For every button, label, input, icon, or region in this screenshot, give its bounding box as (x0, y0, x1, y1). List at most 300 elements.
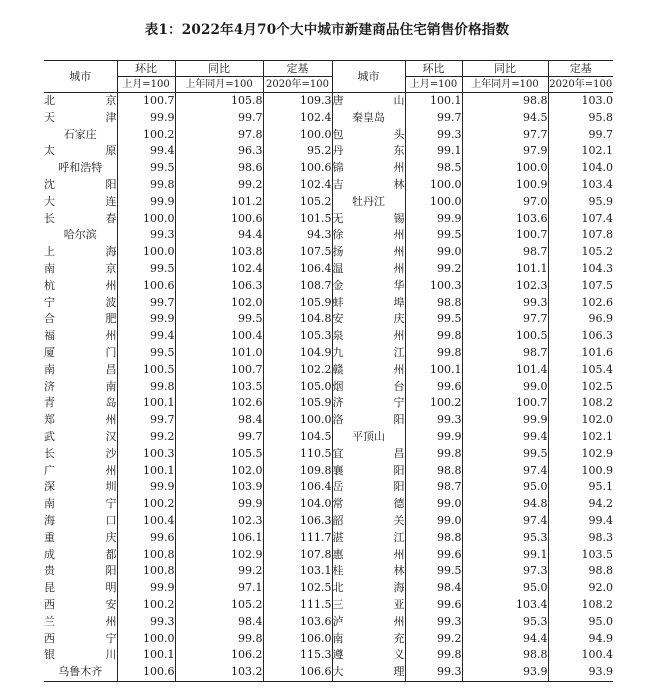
yoy-index-cell: 95.0 (462, 580, 548, 597)
city-name-cell: 锦州 (332, 160, 405, 177)
base-index-cell: 100.0 (263, 127, 332, 144)
mom-index-cell: 99.5 (117, 160, 175, 177)
mom-index-cell: 99.6 (405, 547, 462, 564)
table-row (44, 647, 613, 664)
base-index-cell: 107.8 (548, 227, 613, 244)
yoy-index-cell: 96.3 (175, 143, 263, 160)
mom-index-cell: 99.9 (117, 311, 175, 328)
base-index-cell: 93.9 (548, 664, 613, 681)
yoy-index-cell: 106.1 (175, 530, 263, 547)
city-name-cell: 银川 (44, 648, 117, 662)
yoy-index-cell: 95.3 (462, 530, 548, 547)
base-index-cell: 95.1 (548, 479, 613, 496)
mom-index-cell: 99.9 (117, 110, 175, 127)
city-name-cell: 丹东 (332, 143, 405, 160)
city-name-cell: 扬州 (332, 244, 405, 261)
base-index-cell: 102.4 (263, 177, 332, 194)
base-index-cell: 104.9 (263, 345, 332, 362)
mom-index-cell: 100.1 (117, 647, 175, 664)
mom-index-cell: 100.1 (117, 463, 175, 480)
yoy-index-cell: 100.7 (462, 227, 548, 244)
city-name-cell: 合肥 (44, 312, 117, 326)
yoy-index-cell: 105.5 (175, 446, 263, 463)
mom-index-cell: 99.3 (405, 664, 462, 681)
base-index-cell: 107.5 (548, 278, 613, 295)
city-name-cell: 唐山 (332, 93, 405, 110)
table-row (44, 311, 613, 328)
mom-index-cell: 100.6 (117, 664, 175, 681)
city-name-cell: 沈阳 (44, 177, 117, 191)
base-index-cell: 100.0 (263, 412, 332, 429)
base-index-cell: 110.5 (263, 446, 332, 463)
city-name-cell: 牡丹江 (332, 194, 405, 211)
table-row (44, 614, 613, 631)
mom-index-cell: 99.5 (117, 261, 175, 278)
base-index-cell: 102.1 (548, 429, 613, 446)
yoy-index-cell: 100.9 (462, 177, 548, 194)
base-index-cell: 104.8 (263, 311, 332, 328)
yoy-index-cell: 98.7 (462, 345, 548, 362)
city-name-cell: 包头 (332, 127, 405, 144)
yoy-index-cell: 97.9 (462, 143, 548, 160)
city-name-cell: 重庆 (44, 530, 117, 544)
mom-index-cell: 99.8 (117, 177, 175, 194)
yoy-header-right: 同比 (462, 61, 548, 77)
city-name-cell: 安庆 (332, 311, 405, 328)
mom-index-cell: 100.1 (117, 395, 175, 412)
city-name-cell: 青岛 (44, 396, 117, 410)
base-index-cell: 105.9 (263, 295, 332, 312)
table-title: 表1：2022年4月70个大中城市新建商品住宅销售价格指数 (144, 22, 510, 38)
mom-index-cell: 99.5 (405, 311, 462, 328)
city-name-cell: 西宁 (44, 631, 117, 645)
yoy-index-cell: 103.9 (175, 479, 263, 496)
yoy-index-cell: 94.8 (462, 496, 548, 513)
base-index-cell: 102.5 (548, 379, 613, 396)
mom-index-cell: 99.9 (405, 429, 462, 446)
table-row (44, 597, 613, 614)
mom-index-cell: 99.9 (117, 479, 175, 496)
base-index-cell: 95.9 (548, 194, 613, 211)
city-name-cell: 惠州 (332, 547, 405, 564)
mom-index-cell: 98.4 (405, 580, 462, 597)
base-index-cell: 104.0 (548, 160, 613, 177)
table-row (44, 379, 613, 396)
base-index-cell: 102.5 (263, 580, 332, 597)
base-index-cell: 103.1 (263, 563, 332, 580)
table-row (44, 127, 613, 144)
base-index-cell: 105.0 (263, 379, 332, 396)
city-name-cell: 哈尔滨 (63, 228, 97, 242)
table-row (44, 278, 613, 295)
mom-index-cell: 99.8 (405, 328, 462, 345)
yoy-index-cell: 101.2 (175, 194, 263, 211)
base-index-cell: 99.7 (548, 127, 613, 144)
city-name-cell: 南昌 (44, 362, 117, 376)
mom-index-cell: 99.7 (117, 412, 175, 429)
city-name-cell: 吉林 (332, 177, 405, 194)
mom-index-cell: 100.3 (117, 446, 175, 463)
city-name-cell: 昆明 (44, 581, 117, 595)
city-name-cell: 襄阳 (332, 463, 405, 480)
yoy-index-cell: 97.7 (462, 127, 548, 144)
city-name-cell: 厦门 (44, 345, 117, 359)
yoy-index-cell: 99.7 (175, 110, 263, 127)
city-name-cell: 泉州 (332, 328, 405, 345)
city-name-cell: 遵义 (332, 647, 405, 664)
mom-index-cell: 100.1 (405, 362, 462, 379)
base-header-right: 定基 (548, 61, 613, 77)
base-index-cell: 111.7 (263, 530, 332, 547)
mom-index-cell: 99.7 (405, 110, 462, 127)
yoy-index-cell: 102.3 (175, 513, 263, 530)
yoy-index-cell: 99.0 (462, 379, 548, 396)
base-index-cell: 107.5 (263, 244, 332, 261)
table-row (44, 227, 613, 244)
yoy-index-cell: 102.4 (175, 261, 263, 278)
base-header-left: 定基 (263, 61, 332, 77)
mom-index-cell: 99.2 (405, 631, 462, 648)
base-index-cell: 94.9 (548, 631, 613, 648)
base-index-cell: 102.0 (548, 412, 613, 429)
base-index-cell: 106.4 (263, 261, 332, 278)
base-index-cell: 102.1 (548, 143, 613, 160)
mom-index-cell: 99.0 (405, 244, 462, 261)
yoy-index-cell: 97.4 (462, 513, 548, 530)
city-name-cell: 烟台 (332, 379, 405, 396)
base-index-cell: 105.4 (548, 362, 613, 379)
yoy-index-cell: 99.8 (175, 631, 263, 648)
mom-index-cell: 100.3 (405, 278, 462, 295)
mom-index-cell: 99.3 (117, 227, 175, 244)
city-name-cell: 海口 (44, 513, 117, 527)
mom-index-cell: 100.1 (405, 93, 462, 110)
mom-index-cell: 100.2 (405, 395, 462, 412)
base-index-cell: 104.3 (548, 261, 613, 278)
city-name-cell: 武汉 (44, 429, 117, 443)
mom-index-cell: 99.0 (405, 496, 462, 513)
mom-index-cell: 98.8 (405, 530, 462, 547)
yoy-index-cell: 103.4 (462, 597, 548, 614)
base-index-cell: 103.0 (548, 93, 613, 110)
city-name-cell: 天津 (44, 110, 117, 124)
yoy-index-cell: 98.4 (175, 412, 263, 429)
table-row (44, 463, 613, 480)
mom-index-cell: 99.5 (405, 563, 462, 580)
yoy-index-cell: 102.0 (175, 295, 263, 312)
yoy-index-cell: 100.7 (462, 395, 548, 412)
base-index-cell: 105.2 (548, 244, 613, 261)
table-row (44, 513, 613, 530)
yoy-index-cell: 99.9 (175, 496, 263, 513)
mom-index-cell: 99.2 (405, 261, 462, 278)
base-index-cell: 95.0 (548, 614, 613, 631)
yoy-index-cell: 95.0 (462, 479, 548, 496)
city-name-cell: 长沙 (44, 446, 117, 460)
city-name-cell: 南京 (44, 261, 117, 275)
yoy-index-cell: 94.5 (462, 110, 548, 127)
city-name-cell: 温州 (332, 261, 405, 278)
city-name-cell: 大连 (44, 194, 117, 208)
mom-index-cell: 100.8 (117, 563, 175, 580)
yoy-index-cell: 100.5 (462, 328, 548, 345)
mom-index-cell: 99.8 (405, 345, 462, 362)
table-row (44, 177, 613, 194)
mom-index-cell: 99.8 (117, 379, 175, 396)
base-index-cell: 102.4 (263, 110, 332, 127)
base-index-cell: 106.4 (263, 479, 332, 496)
yoy-index-cell: 97.0 (462, 194, 548, 211)
base-unit-left: 2020年=100 (263, 77, 332, 93)
yoy-index-cell: 106.3 (175, 278, 263, 295)
base-index-cell: 105.2 (263, 194, 332, 211)
city-header-right: 城市 (332, 61, 405, 93)
mom-index-cell: 100.0 (405, 177, 462, 194)
yoy-index-cell: 99.9 (462, 412, 548, 429)
table-row (44, 160, 613, 177)
mom-index-cell: 99.9 (405, 211, 462, 228)
mom-index-cell: 100.0 (117, 631, 175, 648)
table-row (44, 395, 613, 412)
city-name-cell: 岳阳 (332, 479, 405, 496)
city-name-cell: 常德 (332, 496, 405, 513)
yoy-header-left: 同比 (175, 61, 263, 77)
base-index-cell: 102.2 (263, 362, 332, 379)
city-name-cell: 北京 (44, 94, 117, 107)
yoy-index-cell: 99.2 (175, 563, 263, 580)
table-row (44, 110, 613, 127)
city-name-cell: 济南 (44, 379, 117, 393)
mom-index-cell: 99.6 (405, 597, 462, 614)
yoy-index-cell: 99.4 (462, 429, 548, 446)
yoy-index-cell: 99.1 (462, 547, 548, 564)
base-index-cell: 102.6 (548, 295, 613, 312)
table-row (44, 211, 613, 228)
mom-index-cell: 98.5 (405, 160, 462, 177)
base-index-cell: 106.3 (548, 328, 613, 345)
yoy-index-cell: 103.6 (462, 211, 548, 228)
table-row (44, 362, 613, 379)
mom-index-cell: 99.3 (405, 614, 462, 631)
base-index-cell: 103.4 (548, 177, 613, 194)
table-row (44, 244, 613, 261)
city-name-cell: 杭州 (44, 278, 117, 292)
yoy-index-cell: 100.4 (175, 328, 263, 345)
city-name-cell: 成都 (44, 547, 117, 561)
base-index-cell: 98.8 (548, 563, 613, 580)
yoy-index-cell: 95.3 (462, 614, 548, 631)
base-index-cell: 109.3 (263, 93, 332, 110)
yoy-index-cell: 97.7 (462, 311, 548, 328)
city-name-cell: 蚌埠 (332, 295, 405, 312)
city-name-cell: 郑州 (44, 413, 117, 427)
mom-header-left: 环比 (117, 61, 175, 77)
city-name-cell: 深圳 (44, 480, 117, 494)
yoy-index-cell: 99.2 (175, 177, 263, 194)
yoy-index-cell: 102.3 (462, 278, 548, 295)
table-row (44, 93, 613, 110)
base-index-cell: 100.6 (263, 160, 332, 177)
yoy-index-cell: 101.4 (462, 362, 548, 379)
mom-unit-left: 上月=100 (117, 77, 175, 93)
city-name-cell: 桂林 (332, 563, 405, 580)
city-name-cell: 赣州 (332, 362, 405, 379)
city-name-cell: 韶关 (332, 513, 405, 530)
mom-index-cell: 99.5 (117, 345, 175, 362)
city-name-cell: 北海 (332, 580, 405, 597)
yoy-index-cell: 103.2 (175, 664, 263, 681)
mom-index-cell: 100.6 (117, 278, 175, 295)
base-unit-right: 2020年=100 (548, 77, 613, 93)
base-index-cell: 98.3 (548, 530, 613, 547)
mom-index-cell: 100.0 (117, 244, 175, 261)
base-index-cell: 111.5 (263, 597, 332, 614)
mom-index-cell: 99.7 (117, 295, 175, 312)
base-index-cell: 96.9 (548, 311, 613, 328)
city-name-cell: 西安 (44, 597, 117, 611)
yoy-index-cell: 97.8 (175, 127, 263, 144)
table-row (44, 328, 613, 345)
mom-index-cell: 99.0 (405, 513, 462, 530)
header-row (44, 61, 613, 77)
table-row (44, 345, 613, 362)
yoy-index-cell: 99.5 (175, 311, 263, 328)
mom-index-cell: 100.8 (117, 547, 175, 564)
mom-index-cell: 99.4 (117, 328, 175, 345)
mom-index-cell: 99.2 (117, 429, 175, 446)
yoy-index-cell: 98.8 (462, 93, 548, 110)
mom-index-cell: 99.5 (405, 227, 462, 244)
base-index-cell: 95.2 (263, 143, 332, 160)
base-index-cell: 102.9 (548, 446, 613, 463)
city-name-cell: 乌鲁木齐 (44, 664, 117, 681)
mom-index-cell: 99.3 (117, 614, 175, 631)
table-row (44, 563, 613, 580)
yoy-index-cell: 102.0 (175, 463, 263, 480)
yoy-index-cell: 98.6 (175, 160, 263, 177)
mom-index-cell: 99.4 (117, 143, 175, 160)
yoy-index-cell: 99.3 (462, 295, 548, 312)
table-row (44, 261, 613, 278)
table-row (44, 664, 613, 681)
table-row (44, 496, 613, 513)
yoy-index-cell: 105.2 (175, 597, 263, 614)
mom-index-cell: 99.6 (405, 379, 462, 396)
yoy-index-cell: 103.8 (175, 244, 263, 261)
base-index-cell: 94.2 (548, 496, 613, 513)
city-name-cell: 兰州 (44, 614, 117, 628)
yoy-index-cell: 101.1 (462, 261, 548, 278)
base-index-cell: 100.9 (548, 463, 613, 480)
yoy-index-cell: 98.7 (462, 244, 548, 261)
mom-unit-right: 上月=100 (405, 77, 462, 93)
city-name-cell: 宜昌 (332, 446, 405, 463)
yoy-index-cell: 103.5 (175, 379, 263, 396)
yoy-index-cell: 99.7 (175, 429, 263, 446)
mom-index-cell: 100.0 (117, 211, 175, 228)
city-name-cell: 福州 (44, 329, 117, 343)
city-name-cell: 南充 (332, 631, 405, 648)
city-header-left: 城市 (69, 70, 92, 83)
yoy-index-cell: 97.4 (462, 463, 548, 480)
mom-index-cell: 100.4 (117, 513, 175, 530)
city-name-cell: 三亚 (332, 597, 405, 614)
mom-index-cell: 98.8 (405, 295, 462, 312)
city-name-cell: 南宁 (44, 497, 117, 511)
yoy-index-cell: 98.8 (462, 647, 548, 664)
base-index-cell: 108.2 (548, 597, 613, 614)
yoy-index-cell: 102.9 (175, 547, 263, 564)
table-row (44, 547, 613, 564)
city-name-cell: 湛江 (332, 530, 405, 547)
city-name-cell: 贵阳 (44, 564, 117, 578)
mom-header-right: 环比 (405, 61, 462, 77)
base-index-cell: 92.0 (548, 580, 613, 597)
mom-index-cell: 100.2 (117, 597, 175, 614)
table-row (44, 194, 613, 211)
city-name-cell: 宁波 (44, 295, 117, 309)
city-name-cell: 徐州 (332, 227, 405, 244)
yoy-index-cell: 98.4 (175, 614, 263, 631)
city-name-cell: 呼和浩特 (58, 161, 103, 175)
yoy-index-cell: 100.0 (462, 160, 548, 177)
base-index-cell: 115.3 (263, 647, 332, 664)
table-row (44, 631, 613, 648)
yoy-unit-right: 上年同月=100 (462, 77, 548, 93)
yoy-index-cell: 102.6 (175, 395, 263, 412)
base-index-cell: 106.6 (263, 664, 332, 681)
mom-index-cell: 99.8 (405, 647, 462, 664)
mom-index-cell: 98.8 (405, 463, 462, 480)
mom-index-cell: 98.7 (405, 479, 462, 496)
city-name-cell: 济宁 (332, 395, 405, 412)
yoy-index-cell: 100.6 (175, 211, 263, 228)
city-name-cell: 金华 (332, 278, 405, 295)
city-name-cell: 广州 (44, 463, 117, 477)
yoy-unit-left: 上年同月=100 (175, 77, 263, 93)
table-row (44, 530, 613, 547)
base-index-cell: 109.8 (263, 463, 332, 480)
mom-index-cell: 99.9 (117, 194, 175, 211)
mom-index-cell: 100.0 (405, 194, 462, 211)
city-name-cell: 泸州 (332, 614, 405, 631)
base-index-cell: 103.5 (548, 547, 613, 564)
yoy-index-cell: 106.2 (175, 647, 263, 664)
base-index-cell: 105.9 (263, 395, 332, 412)
city-name-cell: 无锡 (332, 211, 405, 228)
table-row (44, 143, 613, 160)
mom-index-cell: 100.7 (117, 93, 175, 110)
base-index-cell: 101.6 (548, 345, 613, 362)
base-index-cell: 103.6 (263, 614, 332, 631)
yoy-index-cell: 97.3 (462, 563, 548, 580)
base-index-cell: 108.7 (263, 278, 332, 295)
yoy-index-cell: 94.4 (462, 631, 548, 648)
yoy-index-cell: 105.8 (175, 93, 263, 110)
base-index-cell: 106.0 (263, 631, 332, 648)
table-row (44, 429, 613, 446)
base-index-cell: 104.0 (263, 496, 332, 513)
base-index-cell: 94.3 (263, 227, 332, 244)
mom-index-cell: 99.9 (117, 580, 175, 597)
yoy-index-cell: 101.0 (175, 345, 263, 362)
base-index-cell: 107.4 (548, 211, 613, 228)
mom-index-cell: 100.5 (117, 362, 175, 379)
city-name-cell: 太原 (44, 144, 117, 158)
base-index-cell: 95.8 (548, 110, 613, 127)
mom-index-cell: 100.2 (117, 127, 175, 144)
mom-index-cell: 99.1 (405, 143, 462, 160)
